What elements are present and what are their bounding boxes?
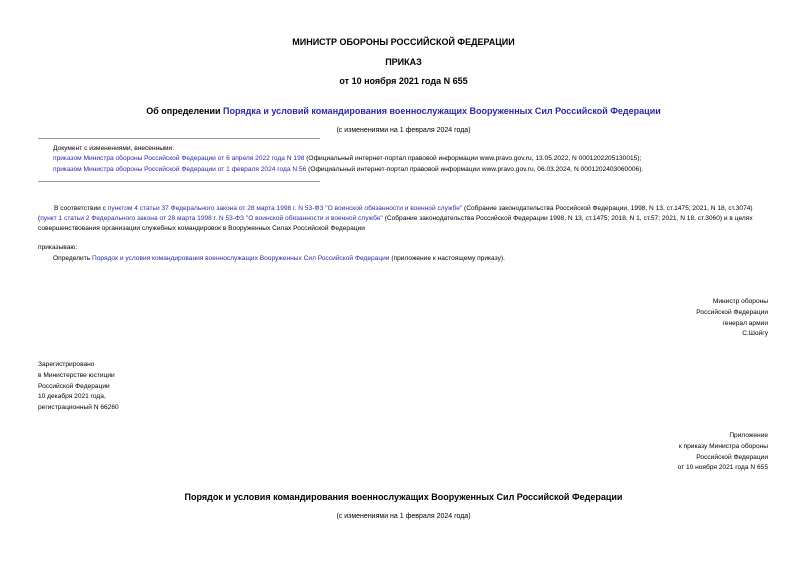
signature-line: Российской Федерации	[696, 308, 768, 316]
appendix-line: Российской Федерации	[696, 453, 768, 461]
title-link[interactable]: Порядка и условий командирования военнослужащих Вооруженных Сил Российской Федерации	[223, 106, 661, 116]
signature-line: Министр обороны	[712, 298, 768, 305]
registration-line: Зарегистрировано	[38, 361, 95, 368]
preamble-text-2: (Собрание законодательства Российской Федерации, 1998, N 13, ст.1475; 2021, N 18, ст.3074) (	[38, 205, 753, 222]
appendix-title: Порядок и условия командирования военнослужащих Вооруженных Сил Российской Федерации	[184, 492, 623, 502]
order-text-2: (приложение к настоящему приказу).	[389, 255, 505, 262]
changes-bottom-divider	[38, 181, 320, 182]
amendment-note: (с изменениями на 1 февраля 2024 года)	[336, 127, 471, 134]
change-item	[53, 166, 643, 173]
appendix-line: Приложение	[729, 432, 768, 439]
signature-line: С.Шойгу	[742, 330, 768, 338]
procedure-link[interactable]: Порядок и условия командирования военнослужащих Вооруженных Сил Российской Федерации	[92, 255, 390, 262]
issuer-heading: МИНИСТР ОБОРОНЫ РОССИЙСКОЙ ФЕДЕРАЦИИ	[292, 37, 515, 47]
change-text-1: (Официальный интернет-портал правовой информации www.pravo.gov.ru, 13.05.2022, N 0001202205130015);	[304, 155, 642, 162]
registration-line: 10 декабря 2021 года,	[38, 393, 106, 401]
document-title	[0, 106, 807, 116]
registration-block	[38, 360, 119, 414]
order-text-1: Определить	[53, 255, 93, 262]
law-link-1[interactable]: пунктом 4 статьи 37 Федерального закона от 28 марта 1998 г. N 53-ФЗ "О воинской обязанности и военной службе"	[107, 205, 463, 212]
order-word: приказываю:	[38, 244, 78, 251]
appendix-block	[560, 431, 768, 474]
change-item	[53, 155, 641, 162]
preamble-text-1: В соответствии с	[54, 205, 108, 212]
changes-top-divider	[38, 138, 320, 139]
registration-line: регистрационный N 66260	[38, 404, 119, 412]
preamble-paragraph	[38, 204, 771, 234]
signature-line: генерал армии	[722, 319, 768, 327]
changes-intro: Документ с изменениями, внесенными:	[53, 145, 175, 152]
appendix-amendment-note: (с изменениями на 1 февраля 2024 года)	[336, 513, 471, 520]
appendix-line: от 10 ноября 2021 года N 655	[677, 464, 768, 472]
change-link-2[interactable]: приказом Министра обороны Российской Федерации от 1 февраля 2024 года N 56	[53, 166, 307, 173]
preamble-text-3: (Собрание законодательства Российской Федерации 1998, N 13, ст.1475; 2018, N 1, ст.57; 2021, N 18, ст.3060) и в целях совершенствования организации служебных командировок в Вооруженных Силах Российской Федерации	[38, 215, 753, 232]
registration-line: в Министерстве юстиции	[38, 371, 115, 379]
law-link-2[interactable]: пункт 1 статьи 2 Федерального закона от 28 марта 1998 г. N 53-ФЗ "О воинской обязанности и военной службе"	[40, 215, 383, 222]
order-paragraph	[53, 255, 505, 262]
signature-block	[560, 297, 768, 340]
doc-type-heading: ПРИКАЗ	[385, 57, 422, 67]
appendix-line: к приказу Министра обороны	[678, 442, 768, 450]
change-text-2: (Официальный интернет-портал правовой информации www.pravo.gov.ru, 06.03.2024, N 0001202403060006).	[306, 166, 644, 173]
change-link-1[interactable]: приказом Министра обороны Российской Федерации от 6 апреля 2022 года N 198	[53, 155, 305, 162]
registration-line: Российской Федерации	[38, 382, 110, 390]
title-prefix: Об определении	[146, 106, 224, 116]
date-number-heading: от 10 ноября 2021 года N 655	[339, 76, 468, 86]
